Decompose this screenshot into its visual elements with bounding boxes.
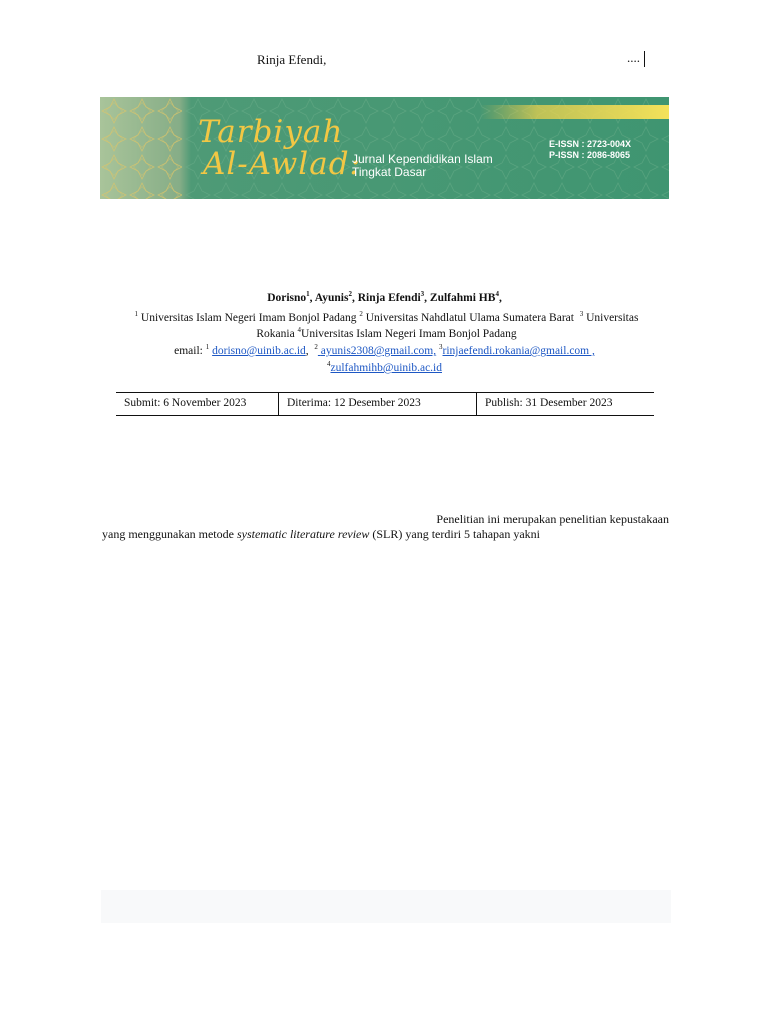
email-link[interactable]: ayunis2308@gmail.com,: [320, 345, 437, 357]
journal-banner: [100, 97, 669, 199]
submit-date: Submit: 6 November 2023: [116, 393, 279, 415]
accepted-date: Diterima: 12 Desember 2023: [279, 393, 477, 415]
banner-eissn: E-ISSN : 2723-004X: [549, 139, 632, 149]
affiliation: Universitas Islam Negeri Imam Bonjol Padang: [140, 312, 357, 324]
email-sup: 3: [439, 343, 443, 352]
banner-subtitle-line1: Jurnal Kependidikan Islam: [352, 152, 493, 166]
author-sup: 2: [348, 290, 352, 299]
affil-sup: 4: [297, 326, 302, 335]
author-name: Ayunis: [314, 292, 349, 304]
author-sup: 3: [420, 290, 425, 299]
running-header-page: [627, 50, 645, 67]
email-block: email: $^1$ dorisno@uinib.ac.id, $^2$ ayunis2308@gmail.com, $^3$rinjaefendi.rokania@gmail.com , $^4$zulfahmihb@uinib.ac.id: [174, 343, 595, 374]
email-label: email:: [174, 345, 203, 357]
email-sup: 4: [326, 360, 331, 369]
email-link[interactable]: zulfahmihb@uinib.ac.id: [330, 362, 442, 374]
author-sup: 4: [495, 290, 499, 299]
author-sup: 1: [306, 290, 310, 299]
affiliation: Universitas: [586, 312, 639, 324]
affiliation: Universitas Nahdlatul Ulama Sumatera Barat: [365, 312, 574, 324]
affiliations: [104, 310, 669, 342]
author-list: Dorisno$^1$, Ayunis$^2$, Rinja Efendi$^3$, Zulfahmi $HB^4$,: [267, 290, 502, 304]
email-sup: 2: [314, 343, 318, 352]
dates-table: [116, 392, 654, 416]
banner-subtitle-line2: Tingkat Dasar: [352, 165, 427, 179]
banner-pissn: P-ISSN : 2086-8065: [549, 150, 631, 160]
affil-sup: 1: [134, 310, 139, 319]
author-name: Rinja Efendi: [357, 292, 421, 304]
running-header-author: Rinja Efendi,: [257, 52, 327, 67]
abstract-line-1: Penelitian ini merupakan penelitian kepustakaan: [436, 512, 669, 526]
email-link[interactable]: rinjaefendi.rokania@gmail.com ,: [442, 345, 595, 357]
banner-title-line1: Tarbiyah: [198, 114, 344, 150]
email-link[interactable]: dorisno@uinib.ac.id: [212, 345, 306, 357]
publish-date: Publish: 31 Desember 2023: [485, 397, 613, 409]
footer-box: [101, 890, 671, 923]
affil-sup: 3: [579, 310, 584, 319]
email-sup: 1: [205, 343, 210, 352]
author-name: Dorisno: [267, 292, 307, 304]
text-cursor: [644, 51, 645, 67]
affil-sup: 2: [359, 310, 363, 319]
affiliation: Universitas Islam Negeri Imam Bonjol Padang: [301, 328, 517, 340]
author-name: Zulfahmi HB: [429, 292, 496, 304]
affiliation: Rokania: [256, 328, 295, 340]
page-number: ....: [627, 50, 640, 65]
banner-title-line2: Al-Awlad:: [203, 146, 361, 182]
abstract-line-2: yang menggunakan metode systematic literature review (SLR) yang terdiri 5 tahapan yakni: [102, 527, 541, 541]
